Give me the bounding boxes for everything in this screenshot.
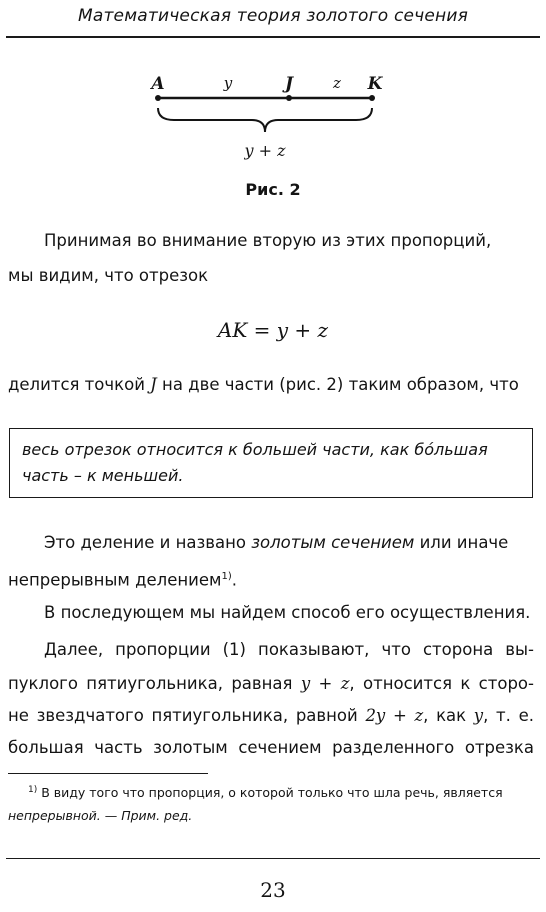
paragraph-1-line-2: мы видим, что отрезок <box>8 266 209 285</box>
figure-caption: Рис. 2 <box>245 180 301 199</box>
p3-after: или иначе <box>414 533 509 552</box>
formula-ak <box>0 318 546 342</box>
p5-line2-a: пуклого пятиугольника, равная <box>8 674 301 693</box>
p5-line2-math: y + z <box>300 674 350 693</box>
paragraph-3-line-2 <box>8 564 237 593</box>
definition-callout-box <box>9 428 533 498</box>
paragraph-2 <box>8 372 519 397</box>
formula-text: AK = y + z <box>217 318 329 342</box>
p3-footnote-mark: 1) <box>221 571 232 582</box>
paragraph-3-line-1 <box>44 530 508 555</box>
point-dot-a <box>155 95 161 101</box>
p3-before: Это деление и названо <box>44 533 252 552</box>
brace-under-segment <box>158 108 372 132</box>
header-rule <box>6 36 540 38</box>
paragraph-5-line-2 <box>8 671 534 696</box>
footnote-mark: 1) <box>28 785 38 795</box>
footer-rule <box>6 858 540 859</box>
footnote-line-2: непрерывной. — Прим. ред. <box>8 808 193 823</box>
brace-label: y + z <box>244 141 286 160</box>
callout-line-2: часть – к меньшей. <box>22 466 184 485</box>
paragraph-2-point: J <box>150 375 157 394</box>
page-number: 23 <box>260 878 286 902</box>
paragraph-4: В последующем мы найдем способ его осуществления. <box>44 603 531 622</box>
point-label-j: J <box>284 74 294 94</box>
p5-line3-c: , т. е. <box>483 706 534 725</box>
footnote-text-1: В виду того что пропорция, о которой только что шла речь, является <box>37 785 503 801</box>
point-dot-j <box>286 95 292 101</box>
p5-line3-a: не звездчатого пятиугольника, равной <box>8 706 366 725</box>
paragraph-5-line-1: Далее, пропорции (1) показывают, что сторона вы- <box>44 640 534 659</box>
p3-end: . <box>231 570 237 590</box>
paragraph-5-line-3 <box>8 703 534 728</box>
p3-italic-term: золотым сечением <box>251 533 415 552</box>
segment-label-y: y <box>223 74 233 92</box>
p5-line3-math: 2y + z <box>365 706 424 725</box>
callout-line-1: весь отрезок относится к большей части, как бóльшая <box>22 440 488 459</box>
paragraph-1-line-1: Принимая во внимание вторую из этих пропорций, <box>44 231 492 250</box>
point-dot-k <box>369 95 375 101</box>
paragraph-5-line-4: большая часть золотым сечением разделенного отрезка <box>8 738 534 757</box>
figure-segment-diagram <box>140 66 400 171</box>
footnote-line-1 <box>28 785 503 800</box>
p5-line2-b: , относится к сторо- <box>349 674 534 693</box>
point-label-k: K <box>367 74 383 94</box>
segment-label-z: z <box>333 74 341 92</box>
running-header: Математическая теория золотого сечения <box>77 6 469 26</box>
paragraph-2-before: делится точкой <box>8 375 151 394</box>
footnote-separator <box>8 773 208 774</box>
paragraph-2-after: на две части (рис. 2) таким образом, что <box>156 375 519 394</box>
p5-line3-math2: y <box>473 706 484 725</box>
p5-line3-b: , как <box>423 706 474 725</box>
point-label-a: A <box>151 74 165 94</box>
p3-line2-text: непрерывным делением <box>8 570 222 590</box>
